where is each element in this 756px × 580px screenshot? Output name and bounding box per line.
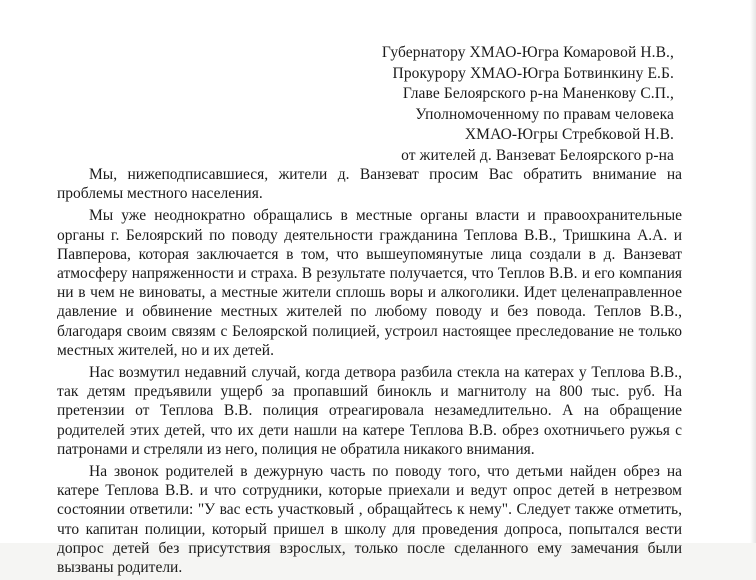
body-paragraph: Мы, нижеподписавшиеся, жители д. Ванзеват просим Вас обратить внимание на проблемы местного населения. xyxy=(57,166,682,203)
addressee-line: Прокурору ХМАО-Югра Ботвинкину Е.Б. xyxy=(392,64,674,82)
addressee-line: от жителей д. Ванзеват Белоярского р-на xyxy=(401,146,674,164)
page-edge-shadow xyxy=(750,0,756,543)
addressee-block xyxy=(382,43,674,166)
addressee-line: Главе Белоярского р-на Маненкову С.П., xyxy=(402,85,674,102)
addressee-line: Уполномоченному по правам человека xyxy=(415,105,674,123)
addressee-line: ХМАО-Югры Стребковой Н.В. xyxy=(464,126,674,143)
body-paragraph: На звонок родителей в дежурную часть по поводу того, что детьми найден обрез на катере Теплова В.В. и что сотрудники, которые приехали и ведут опрос детей в нетрезвом состоянии ответили: "У вас есть участковый , обращайтесь к нему". Следует также отметить, что капитан полиции, который пришел в школу для проведения допроса, попытался вести допрос детей без присутствия взрослых, только после сделанного ему замечания были вызваны родители. xyxy=(57,463,682,577)
addressee-line: Губернатору ХМАО-Югра Комаровой Н.В., xyxy=(381,44,674,61)
body-paragraph: Нас возмутил недавний случай, когда детвора разбила стекла на катерах у Теплова В.В., так детям предъявили ущерб за пропавший бинокль и магнитолу на 800 тыс. руб. На претензии от Теплова В.В. полиция отреагировала незамедлительно. А на обращение родителей этих детей, что их дети нашли на катере Теплова В.В. обрез охотничьего ружья с патронами и стреляли из него, полиция не обратила никакого внимания. xyxy=(57,364,682,458)
body-paragraph: Мы уже неоднократно обращались в местные органы власти и правоохранительные органы г. Белоярский по поводу деятельности гражданина Теплова В.В., Тришкина А.А. и Павперова, которая заключается в том, что вышеупомянутые лица создали в д. Ванзеват атмосферу напряженности и страха. В результате получается, что Теплов В.В. и его компания ни в чем не виноваты, а местные жители сплошь воры и алкоголики. Идет целенаправленное давление и обвинение местных жителей по любому поводу и без повода. Теплов В.В., благодаря своим связям с Белоярской полицией, устроил настоящее преследование не только местных жителей, но и их детей. xyxy=(57,207,682,359)
letter-body xyxy=(57,165,682,580)
